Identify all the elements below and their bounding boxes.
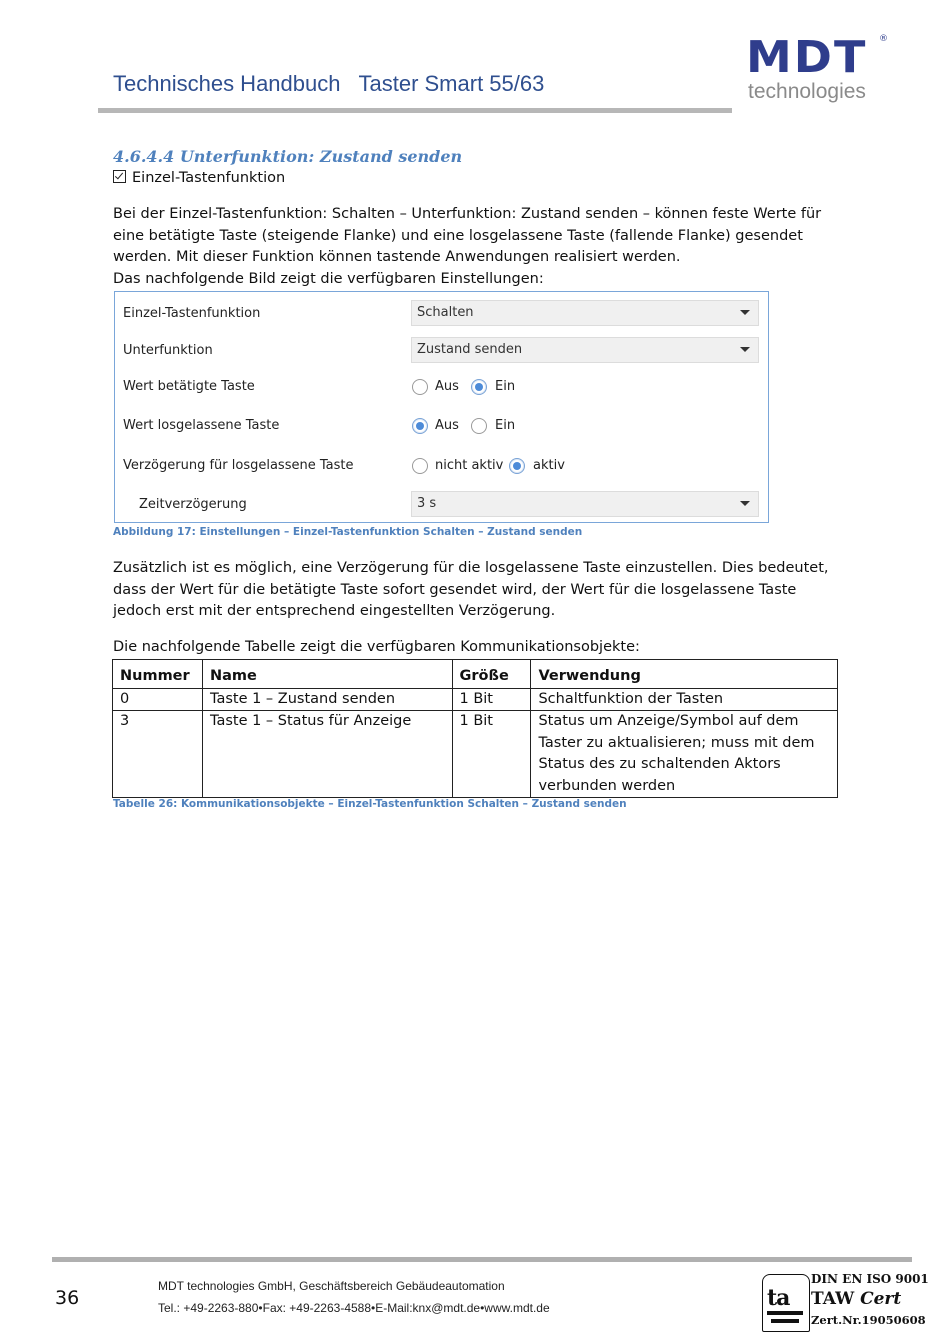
paragraph-line: Bei der Einzel-Tastenfunktion: Schalten – Unterfunktion: Zustand senden – können feste Werte für: [113, 206, 822, 222]
dropdown-value: Schalten: [417, 305, 474, 320]
setting-label: Zeitverzögerung: [139, 497, 247, 512]
header-groesse: Größe: [452, 660, 531, 689]
setting-row-wert-losgelassene-taste: [115, 417, 768, 447]
setting-label: Einzel-Tastenfunktion: [123, 306, 261, 321]
cert-name-italic: Cert: [860, 1289, 902, 1309]
radio-aktiv[interactable]: [509, 458, 525, 474]
cell-groesse: 1 Bit: [452, 711, 531, 798]
cell-nummer: 0: [113, 688, 203, 711]
chevron-down-icon: [740, 501, 750, 506]
header-divider: [98, 108, 732, 113]
communication-objects-table: [112, 659, 838, 798]
logo-bar: [767, 1311, 803, 1315]
header-name: Name: [202, 660, 452, 689]
footer-divider: [52, 1257, 912, 1262]
table-row: [113, 711, 838, 798]
radio-label: Ein: [495, 418, 516, 433]
setting-label: Wert betätigte Taste: [123, 379, 255, 394]
registered-mark: ®: [879, 34, 888, 44]
paragraph-line: eine betätigte Taste (steigende Flanke) und eine losgelassene Taste (fallende Flanke) gesendet: [113, 227, 803, 244]
cell-name: Taste 1 – Status für Anzeige: [202, 711, 452, 798]
setting-row-einzel-tastenfunktion: [115, 300, 768, 330]
radio-label: nicht aktiv: [435, 458, 504, 473]
page-number: 36: [55, 1287, 80, 1309]
cell-verwendung: Schaltfunktion der Tasten: [531, 688, 838, 711]
paragraph-line: werden. Mit dieser Funktion können tastende Anwendungen realisiert werden.: [113, 249, 681, 265]
settings-panel: [114, 291, 769, 523]
cert-name: [811, 1289, 901, 1309]
cell-name: Taste 1 – Zustand senden: [202, 688, 452, 711]
radio-label: Aus: [435, 379, 459, 394]
title-product: Taster Smart 55/63: [358, 71, 545, 96]
dropdown-value: 3 s: [417, 496, 437, 511]
chevron-down-icon: [740, 310, 750, 315]
logo-subtitle: technologies: [748, 80, 866, 103]
tastenfunktion-dropdown[interactable]: [411, 300, 759, 326]
paragraph-line: Zusätzlich ist es möglich, eine Verzögerung für die losgelassene Taste einzustellen. Dies bedeutet,: [113, 560, 829, 576]
paragraph-line: dass der Wert für die betätigte Taste sofort gesendet wird, der Wert für die losgelassene Taste: [113, 581, 797, 598]
taw-cert-logo-icon: [762, 1274, 810, 1332]
checkbox-line: [113, 168, 285, 190]
cell-nummer: 3: [113, 711, 203, 798]
intro-paragraph: [113, 204, 833, 290]
checkbox-label: Einzel-Tastenfunktion: [132, 170, 286, 186]
header-nummer: Nummer: [113, 660, 203, 689]
radio-ein-betaetigt[interactable]: [471, 379, 487, 395]
setting-row-wert-betaetigte-taste: [115, 378, 768, 408]
setting-label: Wert losgelassene Taste: [123, 418, 280, 433]
chevron-down-icon: [740, 347, 750, 352]
paragraph-line: Das nachfolgende Bild zeigt die verfügbaren Einstellungen:: [113, 270, 544, 287]
setting-label: Verzögerung für losgelassene Taste: [123, 458, 354, 473]
section-heading: 4.6.4.4 Unterfunktion: Zustand senden: [113, 147, 463, 166]
delay-paragraph: [113, 558, 833, 623]
header-verwendung: Verwendung: [531, 660, 838, 689]
footer-contact: Tel.: +49-2263-880•Fax: +49-2263-4588•E-Mail:knx@mdt.de•www.mdt.de: [158, 1301, 550, 1315]
title-handbook: Technisches Handbuch: [113, 71, 341, 96]
radio-ein-losgelassen[interactable]: [471, 418, 487, 434]
radio-label: Ein: [495, 379, 516, 394]
radio-label: aktiv: [533, 458, 565, 473]
radio-label: Aus: [435, 418, 459, 433]
logo-bar: [771, 1319, 799, 1323]
document-title: [113, 71, 562, 97]
mdt-logo: [746, 31, 888, 106]
cert-logo-text: ta: [767, 1285, 790, 1311]
footer-company: MDT technologies GmbH, Geschäftsbereich Gebäudeautomation: [158, 1279, 505, 1293]
table-caption: Tabelle 26: Kommunikationsobjekte – Einzel-Tastenfunktion Schalten – Zustand senden: [113, 798, 627, 810]
radio-aus-betaetigt[interactable]: [412, 379, 428, 395]
dropdown-value: Zustand senden: [417, 342, 523, 357]
table-row: [113, 688, 838, 711]
setting-row-zeitverzoegerung: [115, 491, 768, 521]
cell-groesse: 1 Bit: [452, 688, 531, 711]
logo-mark: MDT: [746, 31, 868, 83]
cert-standard: DIN EN ISO 9001: [811, 1272, 929, 1286]
setting-label: Unterfunktion: [123, 343, 213, 358]
cell-verwendung: Status um Anzeige/Symbol auf dem Taster zu aktualisieren; muss mit dem Status des zu schaltenden Aktors verbunden werden: [531, 711, 838, 798]
table-intro: Die nachfolgende Tabelle zeigt die verfügbaren Kommunikationsobjekte:: [113, 639, 640, 655]
table-header-row: [113, 660, 838, 689]
unterfunktion-dropdown[interactable]: [411, 337, 759, 363]
radio-aus-losgelassen[interactable]: [412, 418, 428, 434]
radio-nicht-aktiv[interactable]: [412, 458, 428, 474]
paragraph-line: jedoch erst mit der entsprechend eingestellten Verzögerung.: [113, 603, 556, 619]
zeitverzoegerung-dropdown[interactable]: [411, 491, 759, 517]
setting-row-verzoegerung: [115, 457, 768, 487]
cert-number: Zert.Nr.19050608: [811, 1313, 926, 1327]
checked-box-icon: [113, 170, 126, 183]
figure-caption: Abbildung 17: Einstellungen – Einzel-Tastenfunktion Schalten – Zustand senden: [113, 526, 583, 538]
setting-row-unterfunktion: [115, 337, 768, 367]
cert-name-part: TAW: [811, 1289, 861, 1309]
